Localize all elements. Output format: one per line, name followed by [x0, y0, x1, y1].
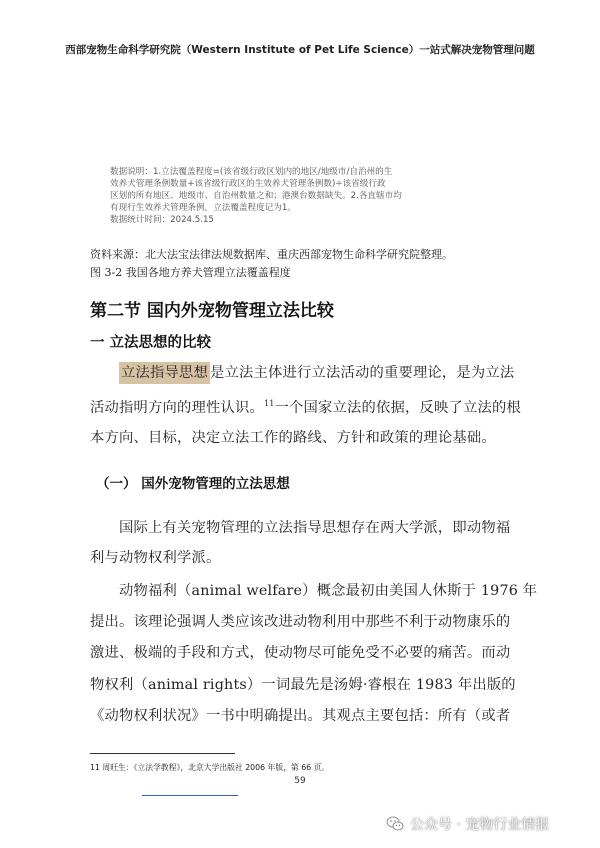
page-number: 59 [294, 776, 306, 786]
source-caption: 资料来源：北大法宝法律法规数据库、重庆西部宠物生命科学研究院整理。 [90, 248, 453, 261]
paragraph-line: 国际上有关宠物管理的立法指导思想存在两大学派，即动物福 [119, 520, 511, 536]
footnote-divider [90, 753, 235, 754]
section-title: 第二节 国内外宠物管理立法比较 [90, 301, 334, 321]
paragraph-line: 《动物权利状况》一书中明确提出。其观点主要包括：所有（或者 [90, 708, 511, 724]
subsubsection-title: （一） 国外宠物管理的立法思想 [96, 476, 290, 492]
subsection-title: 一 立法思想的比较 [90, 335, 212, 351]
paragraph-line: 本方向、目标，决定立法工作的路线、方针和政策的理论基础。 [90, 430, 496, 446]
watermark [386, 814, 549, 834]
highlighted-term: 立法指导思想 [119, 362, 210, 384]
figure-caption: 图 3-2 我国各地方养犬管理立法覆盖程度 [90, 266, 291, 279]
data-statistics-date: 数据统计时间：2024.5.15 [110, 215, 214, 225]
paragraph-line [119, 362, 514, 382]
paragraph-line: 激进、极端的手段和方式，使动物尽可能免受不必要的痛苦。而动 [90, 645, 511, 661]
watermark-text: 公众号 · 宠物行业情报 [410, 817, 550, 833]
page-header: 西部宠物生命科学研究院（Western Institute of Pet Life Science）一站式解决宠物管理问题 [65, 44, 535, 56]
footnote-reference: 11 [263, 399, 275, 409]
paragraph-line: 利与动物权利学派。 [90, 550, 221, 566]
paragraph-line [90, 397, 521, 417]
paragraph-line: 动物福利（animal welfare）概念最初由美国人休斯于 1976 年 [119, 583, 538, 599]
link-underline [142, 795, 238, 796]
paragraph-text: 是立法主体进行立法活动的重要理论，是为立法 [209, 365, 515, 381]
paragraph-line: 提出。该理论强调人类应该改进动物利用中那些不利于动物康乐的 [90, 614, 511, 630]
data-note-line: 有现行生效养犬管理条例，立法覆盖程度记为1。 [110, 203, 296, 213]
paragraph-line: 物权利（animal rights）一词最先是汤姆·睿根在 1983 年出版的 [90, 677, 516, 693]
footnote: 11 周旺生：《立法学教程》，北京大学出版社 2006 年版，第 66 页。 [90, 763, 330, 772]
data-note-line: 效养犬管理条例数量+该省级行政区的生效养犬管理条例数)÷该省级行政 [110, 179, 386, 189]
paragraph-text: 活动指明方向的理性认识。 [90, 400, 264, 416]
wechat-icon [386, 816, 404, 832]
data-note-line: 数据说明：1.立法覆盖程度=(该省级行政区划内的地区/地级市/自治州的生 [110, 167, 393, 177]
data-note-line: 区划的所有地区、地级市、自治州数量之和；港澳台数据缺失。2.各直辖市均 [110, 191, 402, 201]
paragraph-text: 一个国家立法的依据，反映了立法的根 [274, 400, 522, 416]
